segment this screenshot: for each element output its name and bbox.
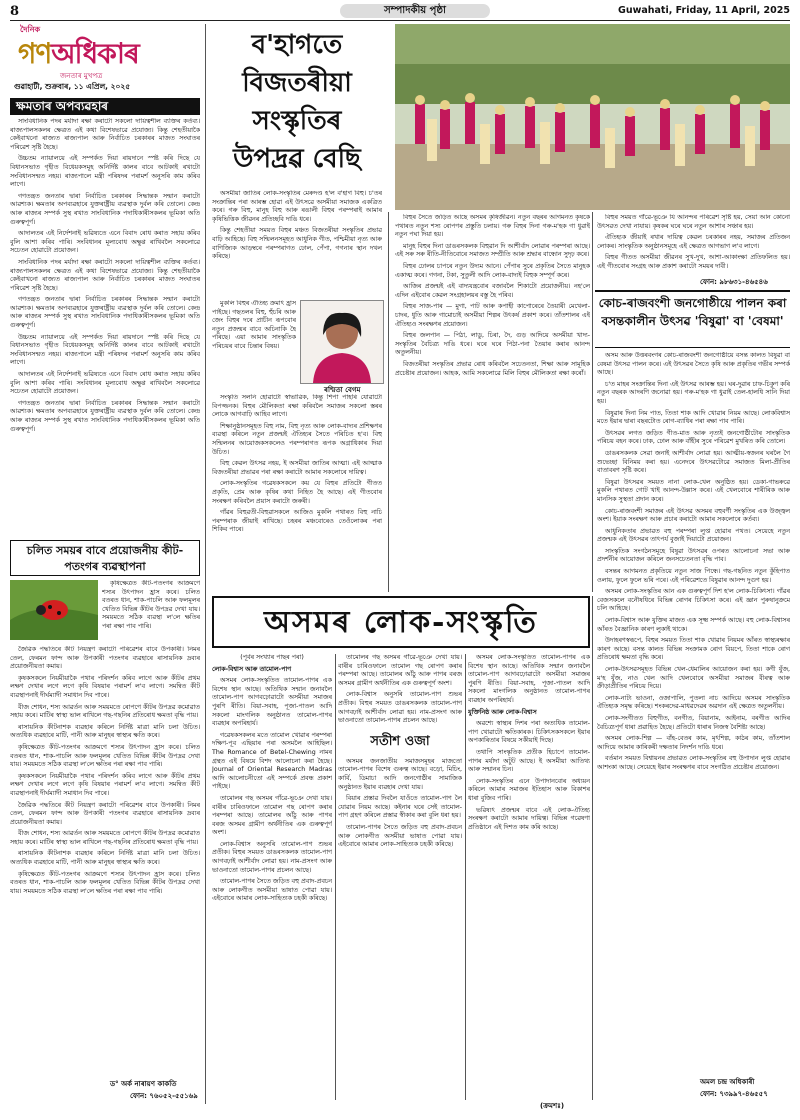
folk-paragraph: বিয়াৰ প্ৰস্তাৱ দিবলৈ যাওঁতে তামোল-পাণ লৈ যোৱাৰ নিয়ম আছে। কইনাৰ ঘৰে সেই তামোল-পাণ গ্ৰহণ কৰিলে প্ৰস্তাৱ স্বীকাৰ কৰা বুলি ধৰা হয়। — [338, 795, 462, 820]
pest-paragraph: কৃষিক্ষেত্ৰত কীট-পতংগৰ আক্ৰমণে শস্যৰ উৎপাদন হ্ৰাস কৰে। চলিত বতৰত ধান, শাক-পাচলি আৰু ফলমূলৰ খেতিত বিভিন্ন কীটৰ উপদ্ৰৱ দেখা যায়। সময়মতে সঠিক ব্যৱস্থা ল'লে ক্ষতিৰ পৰা ৰক্ষা পাব পাৰি। — [10, 870, 200, 895]
folk-paragraph: তামোল-পাণৰ সৈতে জড়িত বহু প্ৰবাদ-প্ৰবচন আৰু লোকগীত অসমীয়া ভাষাত পোৱা যায়। এইবোৰে আমাৰ লোক-সাহিত্যক চহকী কৰিছে। — [212, 878, 332, 903]
masthead-tagline: জনতাৰ মুখপত্ৰ — [60, 72, 103, 80]
headline-line: সংস্কৃতিৰ — [252, 106, 342, 136]
pest-body — [10, 646, 200, 1076]
bihu-paragraph: লোক-সংস্কৃতিৰ গৱেষকসকলে কয় যে বিহুৰ প্ৰতিটো গীতত প্ৰকৃতি, প্ৰেম আৰু কৃষিৰ কথা নিহিত হৈ আছে। এই গীতবোৰ সংৰক্ষণ কৰিবলৈ প্ৰয়াস কৰাটো জৰুৰী। — [212, 480, 382, 505]
folk-paragraph: তামোল-পাণৰ সৈতে জড়িত বহু প্ৰবাদ-প্ৰবচন আৰু লোকগীত অসমীয়া ভাষাত পোৱা যায়। এইবোৰে আমাৰ লোক-সাহিত্যক চহকী কৰিছে। — [338, 823, 462, 849]
masthead-small-label: দৈনিক — [20, 24, 41, 34]
bihu-paragraph: বিহু কেৱল উৎসৱ নহয়, ই অসমীয়া জাতিৰ আত্মা। এই আত্মাক বিজতৰীয়া প্ৰভাৱৰ পৰা ৰক্ষা কৰাটো আমাৰ সকলোৰে দায়িত্ব। — [212, 460, 382, 476]
koch-paragraph: আধুনিকতাৰ প্ৰভাৱত বহু পৰম্পৰা লুপ্ত হোৱাৰ পথত। সেয়েহে নতুন প্ৰজন্মক এই উৎসৱৰ তাৎপৰ্য বুজাই দিয়াটো প্ৰয়োজন। — [597, 527, 790, 544]
koch-article-body — [597, 352, 790, 1072]
masthead-date: গুৱাহাটী, শুক্ৰবাৰ, ১১ এপ্ৰিল, ২০২৫ — [14, 82, 131, 91]
right-top-paragraph: ঐতিহ্যক জীয়াই ৰখাৰ দায়িত্ব কেৱল চৰকাৰৰ নহয়, সমাজৰ প্ৰতিজন লোকৰ। সাংস্কৃতিক অনুষ্ঠানসমূহে এই ক্ষেত্ৰত আগভাগ ল'ব লাগে। — [597, 234, 790, 250]
folk-culture-body-col2 — [338, 654, 462, 1098]
folk-author: সতীশ ওজা — [370, 733, 430, 749]
bihu-article-continuation — [395, 214, 590, 592]
folk-culture-body-col1 — [212, 654, 332, 1098]
koch-paragraph: অসম আৰু উত্তৰবংগৰ কোচ-ৰাজবংশী জনগোষ্ঠীয়ে বসন্ত কালত বিষুৱা বা বেষমা উৎসৱ পালন কৰে। এই উৎসৱৰ সৈতে কৃষি আৰু প্ৰকৃতিৰ গভীৰ সম্পৰ্ক আছে। — [597, 352, 790, 377]
right-top-body — [597, 214, 790, 272]
bihu-paragraph: মানুহ বিহুৰ দিনা ডাঙৰসকলক বিহুৱান দি আশীৰ্বাদ লোৱাৰ পৰম্পৰা আছে। এই সৰু সৰু ৰীতি-নীতিবোৰে সমাজত সম্প্ৰীতি আৰু শ্ৰদ্ধাৰ বান্ধোন সুদৃঢ় কৰে। — [395, 242, 590, 259]
pest-paragraph: কৃষকসকলে নিয়মীয়াকৈ পথাৰ পৰিদৰ্শন কৰিব লাগে আৰু কীটৰ প্ৰথম লক্ষণ দেখাৰ লগে লগে কৃষি বিষয়াৰ পৰামৰ্শ ল'ব লাগে। সমন্বিত কীট ব্যৱস্থাপনাই দীৰ্ঘম্যাদী সমাধান দিব পাৰে। — [10, 772, 200, 797]
koch-article-headline: কোচ-ৰাজবংশী জনগোষ্ঠীয়ে পালন কৰা বসন্তকালীন উৎসৱ 'বিষুৱা' বা 'বেষমা' — [595, 290, 790, 348]
pest-paragraph: জৈৱিক পদ্ধতিৰে কীট নিয়ন্ত্ৰণ কৰাটো পৰিৱেশৰ বাবে উপকাৰী। নিমৰ তেল, ফেৰমন ফান্দ আৰু উপকাৰী পতংগৰ ব্যৱহাৰে ৰাসায়নিক দ্ৰব্যৰ প্ৰয়োজনীয়তা কমায়। — [10, 646, 200, 671]
folk-paragraph: তামোলৰ গছ অসমৰ গাঁৱে-ভূঞে দেখা যায়। বাৰীৰ চাৰিওফালে তামোল গছ ৰোপণ কৰাৰ পৰম্পৰা আছে। তামোলৰ আঁঠু আৰু পাণৰ বৰজ অসমৰ গ্ৰামীণ অৰ্থনীতিৰ এক গুৰুত্বপূৰ্ণ অংশ। — [338, 654, 462, 687]
editorial-paragraph: গণতন্ত্ৰত জনতাৰ দ্বাৰা নিৰ্বাচিত চৰকাৰৰ সিদ্ধান্তক সন্মান কৰাটো আৱশ্যক। ক্ষমতাৰ অপব্যৱহাৰে যুক্তৰাষ্ট্ৰীয় ব্যৱস্থাক দুৰ্বল কৰি তোলে। কেন্দ্ৰ আৰু ৰাজ্যৰ সম্পৰ্ক সুস্থ ৰখাত সাংবিধানিক পদাধিকাৰীসকলৰ ভূমিকা অতি গুৰুত্বপূৰ্ণ। — [10, 192, 200, 226]
bihu-paragraph: আজিৰ প্ৰজন্মই এই বাদ্যযন্ত্ৰবোৰ বজাবলৈ শিকাটো প্ৰয়োজনীয়। নহ'লে এদিন এইবোৰ কেৱল সংগ্ৰহালয়ৰ বস্তু হৈ পৰিব। — [395, 283, 590, 299]
koch-paragraph: ডাঙৰসকলক সেৱা জনাই আশীৰ্বাদ লোৱা হয়। আত্মীয়-স্বজনৰ ঘৰলৈ গৈ শুভেচ্ছা বিনিময় কৰা হয়। এনেদৰে উৎসৱটোৱে সমাজত মিলা-প্ৰীতিৰ বাতাবৰণ সৃষ্টি কৰে। — [597, 449, 790, 475]
koch-paragraph: লোক-সংগীতত বিহুগীত, বনগীত, বিয়ানাম, আইনাম, বৰগীত আদিৰ বৈচিত্ৰ্যপূৰ্ণ ধাৰা প্ৰৱাহিত হৈছে। প্ৰতিটো ধাৰাৰ নিজস্ব বৈশিষ্ট্য আছে। — [597, 714, 790, 731]
right-top-paragraph: বিহুৰ সময়ত গাঁৱে-ভূঞে যি আনন্দৰ পৰিৱেশ সৃষ্টি হয়, সেয়া আন কোনো উৎসৱত দেখা নাযায়। কৃষকৰ ঘৰে ঘৰে নতুন আশাৰ সঞ্চাৰ হয়। — [597, 214, 790, 230]
column-divider — [592, 212, 593, 592]
bihu-paragraph: বিহুৰ ঢোলৰ চাপৰে নতুন উদ্যম আনে। পেঁপাৰ সুৰে প্ৰকৃতিৰ সৈতে মানুহক একাত্ম কৰে। গগনা, টকা, সুতুলী আদি লোক-বাদ্যই বিহুক সম্পূৰ্ণ কৰে। — [395, 262, 590, 279]
editorial-paragraph: আদালতৰ এই নিৰ্দেশনাই ভৱিষ্যতে এনে বিবাদ ৰোধ কৰাত সহায় কৰিব বুলি আশা কৰিব পাৰি। সংবিধানৰ মূল্যবোধ অক্ষুণ্ণ ৰাখিবলৈ সকলোৱে সচেতন হোৱাটো প্ৰয়োজন। — [10, 230, 200, 255]
editorial-paragraph: উচ্চতম ন্যায়ালয়ে এই সম্পৰ্কত দিয়া ৰায়দানে স্পষ্ট কৰি দিছে যে বিধানসভাত গৃহীত বিধেয়কসমূহ অনিৰ্দিষ্ট কালৰ বাবে আটকাই ৰখাটো সংবিধানসন্মত নহয়। ৰাজ্যপালে মন্ত্ৰী পৰিষদৰ পৰামৰ্শ অনুসৰি কাম কৰিব লাগে। — [10, 333, 200, 367]
bihu-article-body-side — [212, 300, 296, 386]
bihu-article-headline — [212, 26, 382, 178]
folk-culture-headline: অসমৰ লোক-সংস্কৃতি — [212, 596, 590, 648]
pest-paragraph: কৃষিক্ষেত্ৰত কীট-পতংগৰ আক্ৰমণে শস্যৰ উৎপাদন হ্ৰাস কৰে। চলিত বতৰত ধান, শাক-পাচলি আৰু ফলমূলৰ খেতিত বিভিন্ন কীটৰ উপদ্ৰৱ দেখা যায়। সময়মতে সঠিক ব্যৱস্থা ল'লে ক্ষতিৰ পৰা ৰক্ষা পাব পাৰি। — [102, 580, 200, 630]
koch-paragraph: লোক-বিশ্বাস আৰু যুক্তিৰ মাজত এক সূক্ষ্ম সম্পৰ্ক আছে। বহু লোক-বিশ্বাসৰ আঁৰত বৈজ্ঞানিক কাৰণ লুকাই থাকে। — [597, 617, 790, 633]
folk-paragraph: গৱেষকসকলৰ মতে তামোল খোৱাৰ পৰম্পৰা দক্ষিণ-পূব এছিয়াৰ পৰা অসমলৈ আহিছিল। The Romance of Betel-Chewing নামৰ গ্ৰন্থত এই বিষয়ে বিশদ আলোচনা কৰা হৈছে। Journal of Oriental Research Madras আদি আলোচনীতো এই সম্পৰ্কে প্ৰবন্ধ প্ৰকাশ পাইছে। — [212, 731, 332, 791]
column-divider — [592, 596, 593, 1100]
bihu-dance-illustration — [395, 24, 790, 210]
bihu-paragraph: সংস্কৃতি সলনি হোৱাটো স্বাভাৱিক, কিন্তু শিপা পাহৰি যোৱাটো বিপজ্জনক। বিহুৰ মৌলিকতা ৰক্ষা কৰিবলৈ সমাজৰ সকলো স্তৰৰ লোকে আগবাঢ়ি আহিব লাগে। — [212, 394, 382, 419]
editorial-paragraph: আদালতৰ এই নিৰ্দেশনাই ভৱিষ্যতে এনে বিবাদ ৰোধ কৰাত সহায় কৰিব বুলি আশা কৰিব পাৰি। সংবিধানৰ মূল্যবোধ অক্ষুণ্ণ ৰাখিবলৈ সকলোৱে সচেতন হোৱাটো প্ৰয়োজন। — [10, 371, 200, 396]
editorial-paragraph: গণতন্ত্ৰত জনতাৰ দ্বাৰা নিৰ্বাচিত চৰকাৰৰ সিদ্ধান্তক সন্মান কৰাটো আৱশ্যক। ক্ষমতাৰ অপব্যৱহাৰে যুক্তৰাষ্ট্ৰীয় ব্যৱস্থাক দুৰ্বল কৰি তোলে। কেন্দ্ৰ আৰু ৰাজ্যৰ সম্পৰ্ক সুস্থ ৰখাত সাংবিধানিক পদাধিকাৰীসকলৰ ভূমিকা অতি গুৰুত্বপূৰ্ণ। — [10, 399, 200, 433]
bihu-paragraph: কিন্তু শেহতীয়া সময়ত বিহুৰ মঞ্চত বিজতৰীয়া সংস্কৃতিৰ প্ৰভাৱ বাঢ়ি আহিছে। বিহু সন্মিলনসমূহত আধুনিক গীত, পশ্চিমীয়া নৃত্য আৰু বাণিজ্যিক আড়ম্বৰে পৰম্পৰাগত ঢোল, পেঁপা, গগনাৰ স্থান দখল কৰিছে। — [212, 227, 382, 261]
pest-paragraph: কৃষিক্ষেত্ৰত কীট-পতংগৰ আক্ৰমণে শস্যৰ উৎপাদন হ্ৰাস কৰে। চলিত বতৰত ধান, শাক-পাচলি আৰু ফলমূলৰ খেতিত বিভিন্ন কীটৰ উপদ্ৰৱ দেখা যায়। সময়মতে সঠিক ব্যৱস্থা ল'লে ক্ষতিৰ পৰা ৰক্ষা পাব পাৰি। — [10, 743, 200, 769]
folk-paragraph: তামোলৰ গছ অসমৰ গাঁৱে-ভূঞে দেখা যায়। বাৰীৰ চাৰিওফালে তামোল গছ ৰোপণ কৰাৰ পৰম্পৰা আছে। তামোলৰ আঁঠু আৰু পাণৰ বৰজ অসমৰ গ্ৰামীণ অৰ্থনীতিৰ এক গুৰুত্বপূৰ্ণ অংশ। — [212, 794, 332, 837]
right-top-paragraph: বিহুৰ গীতত অসমীয়া জীৱনৰ সুখ-দুখ, আশা-আকাংক্ষা প্ৰতিফলিত হয়। এই গীতবোৰ সংগ্ৰহ আৰু প্ৰকাশ কৰাটো সময়ৰ দাবী। — [597, 254, 790, 270]
folk-subhead: যুক্তিনিষ্ঠ আৰু লোক-বিশ্বাস — [468, 708, 537, 716]
folk-paragraph: অসমৰ লোক-সংস্কৃতিত তামোল-পাণৰ এক বিশেষ স্থান আছে। অতিথিক সন্মান জনাবলৈ তামোল-পাণ আগবঢ়োৱাটো অসমীয়া সমাজৰ পুৰণি ৰীতি। বিয়া-সবাহ, পূজা-পাতল আদি সকলো মাংগলিক অনুষ্ঠানত তামোল-পাণৰ ব্যৱহাৰ অপৰিহাৰ্য। — [212, 677, 332, 728]
pest-paragraph: ৰাসায়নিক কীটনাশক ব্যৱহাৰ কৰিলে নিৰ্দিষ্ট মাত্ৰা মানি চলা উচিত। অত্যধিক ব্যৱহাৰে মাটি, পানী আৰু মানুহৰ স্বাস্থ্যৰ ক্ষতি কৰে। — [10, 723, 200, 740]
ladybug-photo — [10, 580, 98, 640]
folk-paragraph: অৱশ্যে স্বাস্থ্যৰ দিশৰ পৰা অত্যধিক তামোল-পাণ খোৱাটো ক্ষতিকাৰক। চিকিৎসকসকলে ইয়াৰ অপকাৰিতাৰ বিষয়ে সকীয়াই দিছে। — [468, 720, 590, 745]
page-number: 8 — [10, 4, 20, 19]
bihu-article-body — [212, 394, 382, 594]
headline-line: বিজতৰীয়া — [242, 68, 352, 98]
bihu-paragraph: বিহুৰ সাজ-পাৰ — মুগা, পাট আৰু কপাহী কাপোৰেৰে তৈয়াৰী মেখেলা-চাদৰ, ধুতি আৰু গামোচাই অসমীয়া শিল্পৰ উৎকৰ্ষ প্ৰকাশ কৰে। তাঁতশালৰ এই ঐতিহ্যও সংৰক্ষণৰ প্ৰয়োজন। — [395, 303, 590, 328]
bihu-author-caption: ৰশ্মিতা বেগম — [324, 386, 361, 394]
masthead — [10, 24, 200, 96]
section-label: সম্পাদকীয় পৃষ্ঠা — [340, 4, 490, 18]
editorial-headline: ক্ষমতাৰ অপব্যৱহাৰ — [10, 98, 200, 115]
folk-continued: (ক্ৰমশঃ) — [540, 1102, 565, 1110]
logo-part-2: অধিকাৰ — [51, 37, 139, 70]
folk-paragraph: তথাপি সাংস্কৃতিক প্ৰতীক হিচাপে তামোল-পাণৰ মৰ্যাদা অটুট আছে। ই অসমীয়া আতিথ্য আৰু সন্মানৰ চিন। — [468, 748, 590, 774]
koch-paragraph: উৎসৱৰ লগত জড়িত গীত-মাত আৰু নৃত্যই জনগোষ্ঠীটোৰ সাংস্কৃতিক পৰিচয় বহন কৰে। ঢাক, ঢোল আৰু বাঁহীৰ সুৰে পৰিৱেশ মুখৰিত কৰি তোলে। — [597, 429, 790, 446]
koch-paragraph: লোক-নাট্য ভাওনা, ওজাপালি, পুতলা নাচ আদিয়ে অসমৰ সাংস্কৃতিক ঐতিহ্যক সমৃদ্ধ কৰিছে। শংকৰদেৱ-মাধৱদেৱৰ অৱদান এই ক্ষেত্ৰত অতুলনীয়। — [597, 694, 790, 711]
koch-phone: ফোন: ৭৩৯৯৭-৪৬৫৫৭ — [700, 1090, 768, 1098]
koch-paragraph: বৰ্তমান সময়ত বিশ্বায়নৰ প্ৰভাৱত লোক-সংস্কৃতিৰ বহু উপাদান লুপ্ত হোৱাৰ আশংকা আছে। সেয়েহে ইয়াৰ সংৰক্ষণৰ বাবে সংগঠিত প্ৰচেষ্টাৰ প্ৰয়োজন। — [597, 755, 790, 771]
koch-paragraph: বিষুৱা উৎসৱৰ সময়ত নানা লোক-খেল অনুষ্ঠিত হয়। ডেকা-গাভৰুৱে মুকলি পথাৰত গোট খাই আনন্দ-উল্লাস কৰে। এই খেলবোৰে শাৰীৰিক আৰু মানসিক সুস্থতা প্ৰদান কৰে। — [597, 478, 790, 503]
editorial-paragraph: সাংবিধানিক পদৰ মৰ্যাদা ৰক্ষা কৰাটো সকলো দায়িত্বশীল ব্যক্তিৰ কৰ্তব্য। ৰাজ্যপালসকলৰ ক্ষেত্ৰত এই কথা বিশেষভাৱে প্ৰযোজ্য। কিন্তু শেহতীয়াকৈ কেইবাখনো ৰাজ্যত ৰাজ্যপাল আৰু নিৰ্বাচিত চৰকাৰৰ মাজত সংঘাতৰ পৰিৱেশ সৃষ্টি হৈছে। — [10, 258, 200, 292]
editorial-body — [10, 118, 200, 536]
headline-line: উপদ্ৰৱ বেছি — [233, 144, 361, 174]
bihu-paragraph: গাঁৱৰ বিহুৱতী-বিহুৱাসকলে আজিও মুকলি পথাৰত বিহু নাচি পৰম্পৰাক জীয়াই ৰাখিছে। চহৰৰ মঞ্চবোৰেও তেওঁলোকৰ পৰা শিকিব পাৰে। — [212, 509, 382, 534]
bihu-paragraph: বিজতৰীয়া সংস্কৃতিৰ প্ৰভাৱ ৰোধ কৰিবলৈ সচেতনতা, শিক্ষা আৰু সামূহিক প্ৰচেষ্টাৰ প্ৰয়োজন। আহক, আমি সকলোৱে মিলি বিহুৰ মৌলিকতা ৰক্ষা কৰোঁ। — [395, 360, 590, 377]
koch-paragraph: উদাহৰণস্বৰূপে, বিহুৰ সময়ত তিতা শাক খোৱাৰ নিয়মৰ আঁৰত স্বাস্থ্যৰক্ষাৰ কাৰণ আছে। বসন্ত কালত বিভিন্ন সংক্ৰামক ৰোগ বিয়পে, তিতা শাকে ৰোগ প্ৰতিৰোধ ক্ষমতা বৃদ্ধি কৰে। — [597, 637, 790, 662]
bihu-paragraph: মুকলি বিহুৰ ঐতিহ্য ক্ৰমাৎ হ্ৰাস পাইছে। গছতলৰ বিহু, হুঁচৰি আৰু জেং বিহুৰ দৰে প্ৰাচীন ৰূপবোৰ নতুন প্ৰজন্মৰ বাবে অচিনাকি হৈ পৰিছে। এয়া আমাৰ সাংস্কৃতিক পৰিচয়ৰ বাবে চিন্তাৰ বিষয়। — [212, 300, 296, 350]
pest-paragraph: ৰাসায়নিক কীটনাশক ব্যৱহাৰ কৰিলে নিৰ্দিষ্ট মাত্ৰা মানি চলা উচিত। অত্যধিক ব্যৱহাৰে মাটি, পানী আৰু মানুহৰ স্বাস্থ্যৰ ক্ষতি কৰে। — [10, 850, 200, 867]
bihu-paragraph: বিহুৰ সৈতে জড়িত আছে অসমৰ কৃষিজীৱন। নতুন বছৰৰ আগমনত কৃষকে পথাৰত নতুন শস্য ৰোপণৰ প্ৰস্তুতি চলায়। গৰু বিহুৰ দিনা গৰু-ম'হক গা ধুৱাই নতুন পঘা দিয়া হয়। — [395, 214, 590, 239]
koch-paragraph: চ'ত মাহৰ সংক্ৰান্তিৰ দিনা এই উৎসৱ আৰম্ভ হয়। ঘৰ-দুৱাৰ চাফ-চিকুণ কৰি নতুন বছৰক আদৰণি জনোৱা হয়। গৰু-ম'হক গা ধুৱাই তেল-হালধি সানি দিয়া হয়। — [597, 380, 790, 405]
page-header — [10, 4, 790, 21]
koch-paragraph: লোক-উৎসৱসমূহত বিভিন্ন খেল-ধেমালিৰ আয়োজন কৰা হয়। কণী যুঁজ, ম'হ যুঁজ, নাও খেল আদি খেলবোৰে অসমীয়া সমাজৰ বীৰত্ব আৰু ক্ৰীড়াপ্ৰীতিৰ পৰিচয় দিয়ে। — [597, 666, 790, 691]
column-divider — [335, 654, 336, 1100]
bihu-dance-photo — [395, 24, 790, 210]
pest-article-headline: চলিত সময়ৰ বাবে প্ৰয়োজনীয় কীট-পতংগৰ ব্যৱস্থাপনা — [10, 540, 200, 576]
folk-paragraph: লোক-বিশ্বাস অনুসৰি তামোল-পাণ শুভৰ প্ৰতীক। বিহুৰ সময়ত ডাঙৰসকলক তামোল-পাণ আগবঢ়াই আশীৰ্বাদ লোৱা হয়। নাম-প্ৰসংগ আৰু ভাওনাতো তামোল-পাণৰ প্ৰচলন আছে। — [212, 840, 332, 874]
pest-paragraph: কৃষকসকলে নিয়মীয়াকৈ পথাৰ পৰিদৰ্শন কৰিব লাগে আৰু কীটৰ প্ৰথম লক্ষণ দেখাৰ লগে লগে কৃষি বিষয়াৰ পৰামৰ্শ ল'ব লাগে। সমন্বিত কীট ব্যৱস্থাপনাই দীৰ্ঘম্যাদী সমাধান দিব পাৰে। — [10, 674, 200, 699]
koch-paragraph: বিষুৱাৰ দিনা নিম পাত, তিতা শাক আদি খোৱাৰ নিয়ম আছে। লোকবিশ্বাস মতে ইয়াৰ দ্বাৰা বছৰটোত ৰোগ-ব্যাধিৰ পৰা ৰক্ষা পাব পাৰি। — [597, 409, 790, 426]
koch-paragraph: কোচ-ৰাজবংশী সমাজৰ এই উৎসৱ অসমৰ বহুবৰ্ণী সংস্কৃতিৰ এক উজ্জ্বল অংশ। ইয়াক সংৰক্ষণ আৰু প্ৰচাৰ কৰাটো আমাৰ সকলোৰে কৰ্তব্য। — [597, 507, 790, 524]
folk-paragraph: ভৱিষ্যৎ প্ৰজন্মৰ বাবে এই লোক-ঐতিহ্য সংৰক্ষণ কৰাটো আমাৰ দায়িত্ব। বিভিন্ন গৱেষণা প্ৰতিষ্ঠানে এই দিশত কাম কৰি আছে। — [468, 806, 590, 831]
pest-phone: ফোন: ৭৬০৫২-৫৫১৬৯ — [130, 1092, 198, 1100]
koch-paragraph: সাংস্কৃতিক সংগঠনসমূহে বিষুৱা উৎসৱৰ ওপৰত আলোচনা সভা আৰু প্ৰদৰ্শনীৰ আয়োজন কৰিলে জনসচেতনতা বৃদ্ধি পাব। — [597, 547, 790, 564]
editorial-paragraph: সাংবিধানিক পদৰ মৰ্যাদা ৰক্ষা কৰাটো সকলো দায়িত্বশীল ব্যক্তিৰ কৰ্তব্য। ৰাজ্যপালসকলৰ ক্ষেত্ৰত এই কথা বিশেষভাৱে প্ৰযোজ্য। কিন্তু শেহতীয়াকৈ কেইবাখনো ৰাজ্যত ৰাজ্যপাল আৰু নিৰ্বাচিত চৰকাৰৰ মাজত সংঘাতৰ পৰিৱেশ সৃষ্টি হৈছে। — [10, 118, 200, 151]
pest-author: ড° অৰ্ক নাৰায়ণ কাকতি — [110, 1080, 177, 1088]
bihu-article-body-top — [212, 190, 382, 298]
right-top-phone: ফোন: ৯৮৬৩১-৪৬৫৪৬ — [700, 278, 768, 286]
column-divider — [388, 212, 389, 592]
folk-paragraph: অসমৰ লোক-সংস্কৃতিত তামোল-পাণৰ এক বিশেষ স্থান আছে। অতিথিক সন্মান জনাবলৈ তামোল-পাণ আগবঢ়োৱাটো অসমীয়া সমাজৰ পুৰণি ৰীতি। বিয়া-সবাহ, পূজা-পাতল আদি সকলো মাংগলিক অনুষ্ঠানত তামোল-পাণৰ ব্যৱহাৰ অপৰিহাৰ্য। — [468, 654, 590, 704]
bihu-paragraph: অসমীয়া জাতিৰ লোক-সংস্কৃতিৰ মেৰুদণ্ড হ'ল ব'হাগ বিহু। চ'তৰ সংক্ৰান্তিৰ পৰা আৰম্ভ হোৱা এই উৎসৱে অসমীয়া সমাজক একত্ৰিত কৰে। গৰু বিহু, মানুহ বিহু আৰু ৰঙালী বিহুৰ পৰম্পৰাই আমাৰ কৃষিভিত্তিক জীৱনৰ প্ৰতিচ্ছবি দাঙি ধৰে। — [212, 190, 382, 223]
koch-author: অমল চন্দ্ৰ অধিকাৰী — [700, 1078, 755, 1086]
koch-paragraph: বসন্তৰ আগমনত প্ৰকৃতিয়ে নতুন সাজ পিন্ধে। গছ-গছনিত নতুন কুঁহিপাত ওলায়, ফুলে ফুলে ভৰি পৰে। এই পৰিৱেশতে বিষুৱাৰ আনন্দ দুগুণ হয়। — [597, 568, 790, 584]
folk-subhead: লোক-বিশ্বাস আৰু তামোল-পাণ — [212, 665, 292, 673]
folk-culture-body-col3 — [468, 654, 590, 1098]
logo-part-1: গণ — [18, 37, 52, 70]
bihu-paragraph: শিক্ষানুষ্ঠানসমূহত বিহু নাম, বিহু নৃত্য আৰু লোক-বাদ্যৰ প্ৰশিক্ষণৰ ব্যৱস্থা কৰিলে নতুন প্ৰজন্মই ঐতিহ্যৰ সৈতে পৰিচিত হ'ব। বিহু সন্মিলনৰ আয়োজকসকলেও পৰম্পৰাগত ৰূপক অগ্ৰাধিকাৰ দিয়া উচিত। — [212, 422, 382, 456]
column-divider — [205, 24, 206, 1104]
koch-paragraph: অসমৰ লোক-শিল্প — বাঁহ-বেতৰ কাম, মৃৎশিল্প, কাঠৰ কাম, তাঁতশাল আদিয়ে আমাৰ কাৰিকৰী দক্ষতাৰ নিদৰ্শন দাঙি ধৰে। — [597, 735, 790, 751]
column-divider — [465, 654, 466, 1100]
pest-paragraph: বীজ শোধন, শস্য আৱৰ্তন আৰু সময়মতে ৰোপণে কীটৰ উপদ্ৰৱ কমোৱাত সহায় কৰে। মাটিৰ স্বাস্থ্য ভাল ৰাখিলে গছ-গছনিৰ প্ৰতিৰোধ ক্ষমতা বৃদ্ধি পায়। — [10, 830, 200, 846]
pest-paragraph: জৈৱিক পদ্ধতিৰে কীট নিয়ন্ত্ৰণ কৰাটো পৰিৱেশৰ বাবে উপকাৰী। নিমৰ তেল, ফেৰমন ফান্দ আৰু উপকাৰী পতংগৰ ব্যৱহাৰে ৰাসায়নিক দ্ৰব্যৰ প্ৰয়োজনীয়তা কমায়। — [10, 801, 200, 826]
author-photo — [300, 300, 384, 384]
pest-body-top — [102, 580, 200, 642]
folk-paragraph: লোক-বিশ্বাস অনুসৰি তামোল-পাণ শুভৰ প্ৰতীক। বিহুৰ সময়ত ডাঙৰসকলক তামোল-পাণ আগবঢ়াই আশীৰ্বাদ লোৱা হয়। নাম-প্ৰসংগ আৰু ভাওনাতো তামোল-পাণৰ প্ৰচলন আছে। — [338, 691, 462, 725]
bihu-paragraph: বিহুৰ জলপান — পিঠা, লাডু, চিৰা, দৈ, গুড় আদিয়ে অসমীয়া খাদ্য-সংস্কৃতিৰ বৈচিত্ৰ্য দাঙি ধৰে। ঘৰে ঘৰে পিঠা-পনা তৈয়াৰ কৰাৰ আনন্দ অতুলনীয়। — [395, 332, 590, 357]
editorial-paragraph: উচ্চতম ন্যায়ালয়ে এই সম্পৰ্কত দিয়া ৰায়দানে স্পষ্ট কৰি দিছে যে বিধানসভাত গৃহীত বিধেয়কসমূহ অনিৰ্দিষ্ট কালৰ বাবে আটকাই ৰখাটো সংবিধানসন্মত নহয়। ৰাজ্যপালে মন্ত্ৰী পৰিষদৰ পৰামৰ্শ অনুসৰি কাম কৰিব লাগে। — [10, 155, 200, 189]
editorial-paragraph: গণতন্ত্ৰত জনতাৰ দ্বাৰা নিৰ্বাচিত চৰকাৰৰ সিদ্ধান্তক সন্মান কৰাটো আৱশ্যক। ক্ষমতাৰ অপব্যৱহাৰে যুক্তৰাষ্ট্ৰীয় ব্যৱস্থাক দুৰ্বল কৰি তোলে। কেন্দ্ৰ আৰু ৰাজ্যৰ সম্পৰ্ক সুস্থ ৰখাত সাংবিধানিক পদাধিকাৰীসকলৰ ভূমিকা অতি গুৰুত্বপূৰ্ণ। — [10, 296, 200, 330]
headline-line: ব'হাগতে — [251, 30, 343, 60]
dateline: Guwahati, Friday, 11 April, 2025 — [618, 5, 790, 16]
folk-paragraph: অসমৰ জনজাতীয় সমাজসমূহৰ মাজতো তামোল-পাণৰ বিশেষ গুৰুত্ব আছে। বড়ো, মিচিং, কাৰ্বি, ডিমাচা আদি জনগোষ্ঠীৰ সামাজিক অনুষ্ঠানত ইয়াৰ ব্যৱহাৰ দেখা যায়। — [338, 757, 462, 791]
folk-intro: (পূৰ্বৰ সংখ্যাৰ পাছৰ পৰা) — [240, 654, 304, 661]
pest-paragraph: বীজ শোধন, শস্য আৱৰ্তন আৰু সময়মতে ৰোপণে কীটৰ উপদ্ৰৱ কমোৱাত সহায় কৰে। মাটিৰ স্বাস্থ্য ভাল ৰাখিলে গছ-গছনিৰ প্ৰতিৰোধ ক্ষমতা বৃদ্ধি পায়। — [10, 703, 200, 720]
folk-paragraph: লোক-সংস্কৃতিৰ এনে উপাদানবোৰ অধ্যয়ন কৰিলে আমাৰ সমাজৰ ইতিহাস আৰু বিকাশৰ ধাৰা বুজিব পাৰি। — [468, 777, 590, 802]
koch-paragraph: অসমৰ লোক-সংস্কৃতিৰ আন এক গুৰুত্বপূৰ্ণ দিশ হ'ল লোক-চিকিৎসা। গাঁৱৰ বেজসকলে বনৌষধিৰে বিভিন্ন ৰোগৰ চিকিৎসা কৰে। এই জ্ঞান পুৰুষানুক্ৰমে চলি আহিছে। — [597, 588, 790, 613]
